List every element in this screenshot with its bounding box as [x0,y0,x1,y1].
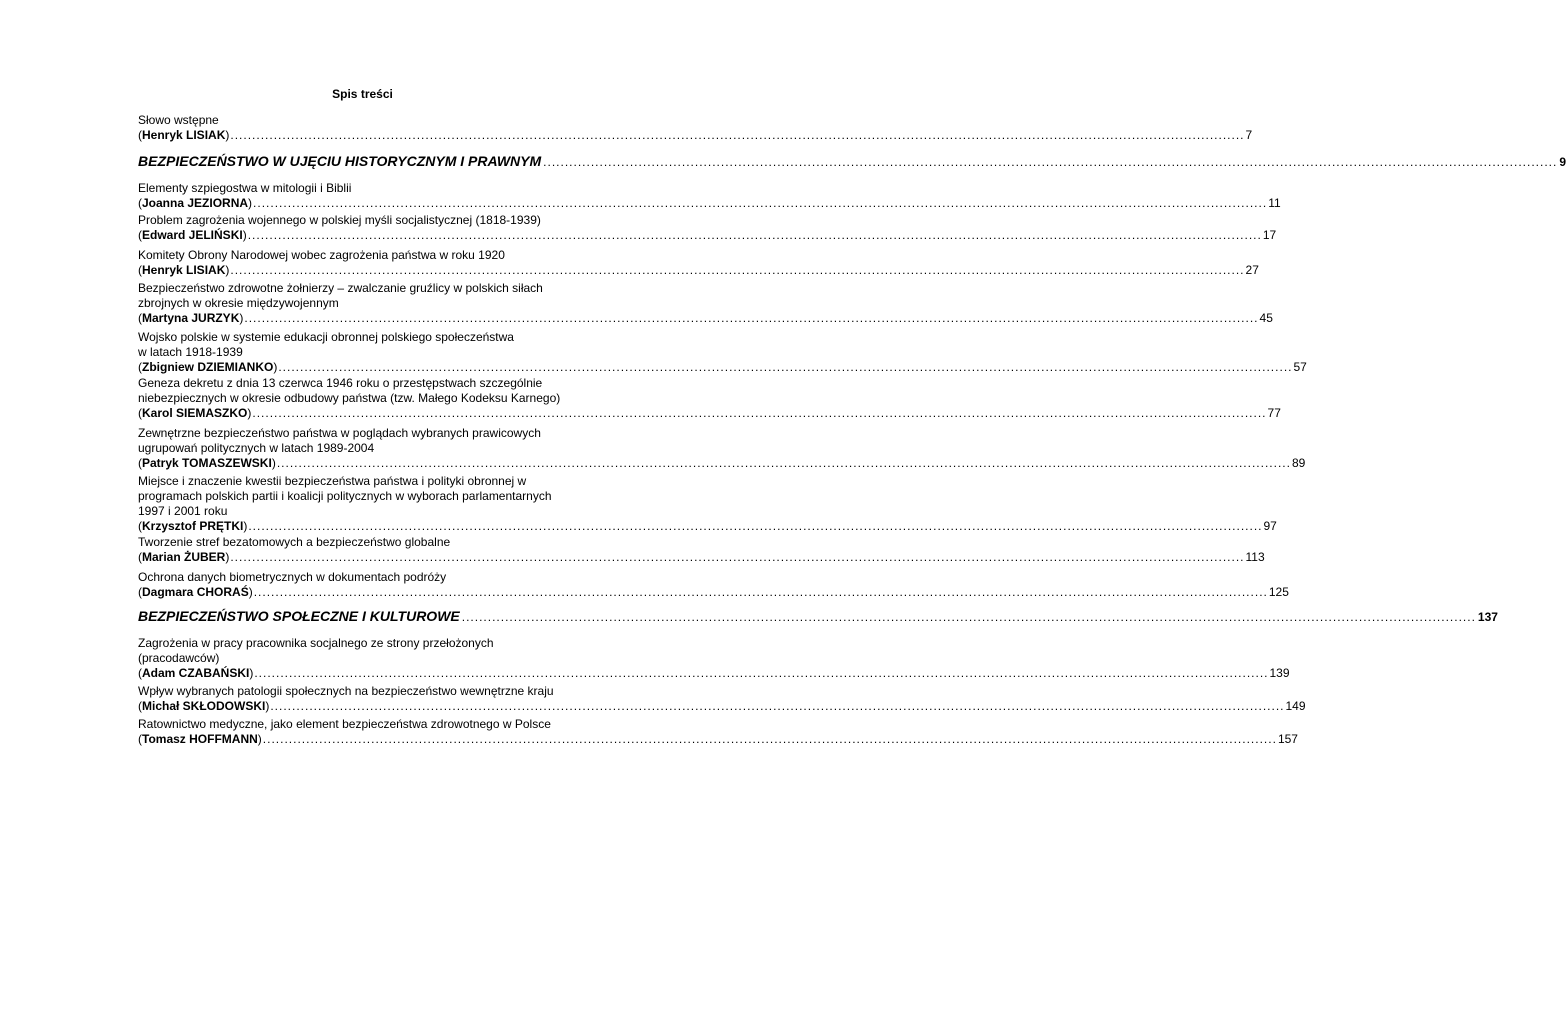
page-number: 157 [1277,732,1298,746]
entry-title-line: Bezpieczeństwo zdrowotne żołnierzy – zwalczanie gruźlicy w polskich siłach [138,281,543,295]
dot-leader: .......................................................................................................................................................................................................................................... [248,519,1263,533]
entry-title-line: Problem zagrożenia wojennego w polskiej myśli socjalistycznej (1818-1939) [138,213,541,227]
page-number: 77 [1267,406,1281,420]
author-row [138,360,1307,375]
dot-leader: .......................................................................................................................................................................................................................................... [247,228,1262,242]
author-wrap: (Henryk LISIAK) [138,263,230,277]
section-row [138,608,1498,625]
toc-entry [138,636,1290,681]
dot-leader: .......................................................................................................................................................................................................................................... [270,699,1285,713]
dot-leader: .......................................................................................................................................................................................................................................... [244,311,1259,325]
dot-leader: .......................................................................................................................................................................................................................................... [253,585,1268,599]
author-row [138,406,1281,421]
author-wrap: (Joanna JEZIORNA) [138,196,253,210]
toc-entry [138,684,1306,714]
entry-title-line: w latach 1918-1939 [138,345,243,359]
author-name: Dagmara CHORAŚ [142,585,249,599]
page-number: 149 [1285,699,1306,713]
author-wrap: (Zbigniew DZIEMIANKO) [138,360,278,374]
author-row [138,263,1259,278]
author-name: Joanna JEZIORNA [142,196,249,210]
page-number: 27 [1245,263,1259,277]
author-row [138,128,1253,143]
page-number: 57 [1293,360,1307,374]
author-row [138,196,1281,211]
author-wrap: (Krzysztof PRĘTKI) [138,519,248,533]
author-name: Henryk LISIAK [142,263,226,277]
author-wrap: (Adam CZABAŃSKI) [138,666,254,680]
entry-title-line: Wojsko polskie w systemie edukacji obronnej polskiego społeczeństwa [138,330,514,344]
page-number: 97 [1263,519,1277,533]
toc-entry [138,213,1277,243]
dot-leader: .......................................................................................................................................................................................................................................... [461,610,1476,624]
entry-title-line: (pracodawców) [138,651,220,665]
toc-entry [138,474,1277,534]
author-row [138,550,1265,565]
toc-entry [138,426,1306,471]
author-name: Tomasz HOFFMANN [142,732,258,746]
author-wrap: (Martyna JURZYK) [138,311,244,325]
author-row [138,585,1289,600]
entry-title-line: Ochrona danych biometrycznych w dokumentach podróży [138,570,447,584]
toc-entry [138,281,1273,326]
page-number: 45 [1259,311,1273,325]
author-name: Martyna JURZYK [142,311,240,325]
author-row [138,732,1298,747]
author-row [138,456,1306,471]
author-name: Zbigniew DZIEMIANKO [142,360,274,374]
toc-entry [138,113,1253,143]
author-name: Patryk TOMASZEWSKI [142,456,272,470]
page-number: 7 [1245,128,1253,142]
author-name: Michał SKŁODOWSKI [142,699,266,713]
author-wrap: (Dagmara CHORAŚ) [138,585,253,599]
dot-leader: .......................................................................................................................................................................................................................................... [254,666,1269,680]
entry-title-line: Komitety Obrony Narodowej wobec zagrożenia państwa w roku 1920 [138,248,505,262]
author-name: Krzysztof PRĘTKI [142,519,244,533]
author-wrap: (Edward JELIŃSKI) [138,228,247,242]
dot-leader: .......................................................................................................................................................................................................................................... [262,732,1277,746]
toc-entry [138,181,1281,211]
page-number: 137 [1477,610,1498,624]
author-name: Karol SIEMASZKO [142,406,248,420]
entry-title-line: zbrojnych w okresie międzywojennym [138,296,339,310]
entry-title-line: 1997 i 2001 roku [138,504,228,518]
page-title: Spis treści [332,87,393,101]
author-wrap: (Henryk LISIAK) [138,128,230,142]
dot-leader: .......................................................................................................................................................................................................................................... [230,128,1245,142]
toc-entry [138,535,1265,565]
entry-title-line: Wpływ wybranych patologii społecznych na bezpieczeństwo wewnętrzne kraju [138,684,554,698]
section-title: BEZPIECZEŃSTWO W UJĘCIU HISTORYCZNYM I PRAWNYM [138,153,542,169]
entry-title-line: programach polskich partii i koalicji politycznych w wyborach parlamentarnych [138,489,552,503]
page-number: 17 [1262,228,1277,242]
author-name: Edward JELIŃSKI [142,228,243,242]
dot-leader: .......................................................................................................................................................................................................................................... [252,406,1267,420]
entry-title-line: Zagrożenia w pracy pracownika socjalnego ze strony przełożonych [138,636,494,650]
page-number: 9 [1559,155,1566,169]
author-row [138,666,1290,681]
author-wrap: (Tomasz HOFFMANN) [138,732,262,746]
dot-leader: .......................................................................................................................................................................................................................................... [276,456,1291,470]
entry-title-line: ugrupowań politycznych w latach 1989-2004 [138,441,375,455]
entry-title-line: Geneza dekretu z dnia 13 czerwca 1946 roku o przestępstwach szczególnie [138,376,543,390]
page-number: 11 [1268,196,1281,210]
section-title: BEZPIECZEŃSTWO SPOŁECZNE I KULTUROWE [138,608,460,624]
dot-leader: .......................................................................................................................................................................................................................................... [278,360,1293,374]
toc-entry [138,717,1298,747]
toc-entry [138,570,1289,600]
author-row [138,699,1306,714]
entry-title-line: niebezpiecznych w okresie odbudowy państwa (tzw. Małego Kodeksu Karnego) [138,391,561,405]
author-wrap: (Marian ŻUBER) [138,550,230,564]
toc-section [138,608,1498,625]
entry-title-line: Elementy szpiegostwa w mitologii i Biblii [138,181,352,195]
entry-title-line: Miejsce i znaczenie kwestii bezpieczeństwa państwa i polityki obronnej w [138,474,527,488]
section-row [138,153,1566,170]
page-number: 89 [1291,456,1306,470]
page-number: 113 [1245,550,1265,564]
entry-title-line: Zewnętrzne bezpieczeństwo państwa w poglądach wybranych prawicowych [138,426,541,440]
author-row [138,311,1273,326]
page-number: 125 [1268,585,1289,599]
author-wrap: (Michał SKŁODOWSKI) [138,699,270,713]
toc-entry [138,330,1307,375]
page-number: 139 [1269,666,1290,680]
author-row [138,228,1277,243]
entry-title-line: Tworzenie stref bezatomowych a bezpieczeństwo globalne [138,535,451,549]
author-name: Marian ŻUBER [142,550,226,564]
toc-section [138,153,1566,170]
entry-title-line: Słowo wstępne [138,113,219,127]
entry-title-line: Ratownictwo medyczne, jako element bezpieczeństwa zdrowotnego w Polsce [138,717,551,731]
author-name: Henryk LISIAK [142,128,226,142]
author-row [138,519,1277,534]
dot-leader: .......................................................................................................................................................................................................................................... [543,155,1558,169]
dot-leader: .......................................................................................................................................................................................................................................... [253,196,1268,210]
author-wrap: (Patryk TOMASZEWSKI) [138,456,276,470]
toc-entry [138,248,1259,278]
dot-leader: .......................................................................................................................................................................................................................................... [230,550,1245,564]
toc-entry [138,376,1281,421]
dot-leader: .......................................................................................................................................................................................................................................... [230,263,1245,277]
author-name: Adam CZABAŃSKI [142,666,250,680]
author-wrap: (Karol SIEMASZKO) [138,406,252,420]
